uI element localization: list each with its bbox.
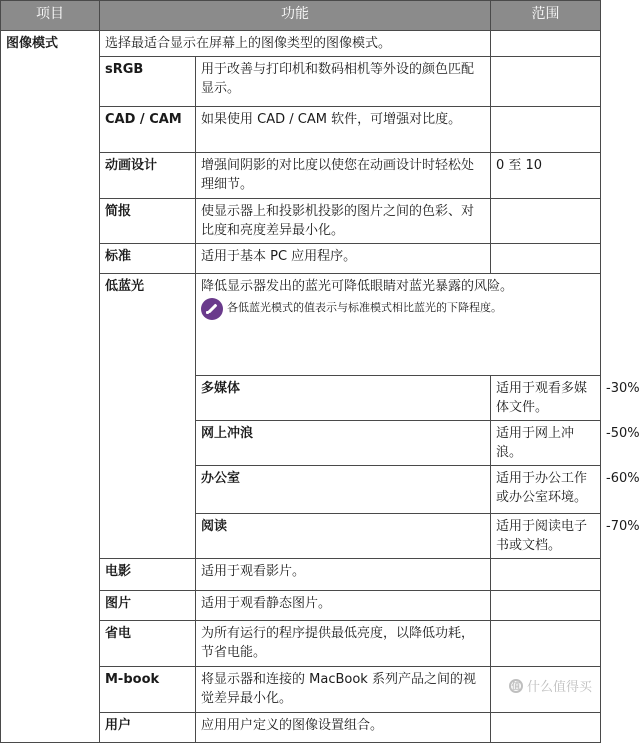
- sub-mode-desc: 适用于观看多媒体文件。: [491, 376, 601, 421]
- mode-desc: 如果使用 CAD / CAM 软件，可增强对比度。: [196, 107, 491, 153]
- table-row: 多媒体 适用于观看多媒体文件。 -30%: [1, 376, 601, 421]
- watermark-text: 什么值得买: [526, 680, 592, 695]
- mode-desc: 将显示器和连接的 MacBook 系列产品之间的视觉差异最小化。: [196, 667, 491, 713]
- sub-mode-name: 网上冲浪: [196, 421, 491, 466]
- sub-mode-name: 阅读: [196, 514, 491, 559]
- table-row: 网上冲浪 适用于网上冲浪。 -50%: [1, 421, 601, 466]
- mode-range: [491, 244, 601, 274]
- mode-name: 标准: [100, 244, 196, 274]
- mode-range: [491, 199, 601, 244]
- sub-mode-desc: 适用于办公工作或办公室环境。: [491, 466, 601, 514]
- mode-name: 动画设计: [100, 153, 196, 199]
- mode-desc: 应用用户定义的图像设置组合。: [196, 713, 491, 743]
- mode-desc: 适用于基本 PC 应用程序。: [196, 244, 491, 274]
- sub-mode-name: 办公室: [196, 466, 491, 514]
- low-blue-name: 低蓝光: [100, 274, 196, 559]
- header-item: 项目: [1, 1, 100, 31]
- mode-range: [491, 621, 601, 667]
- sub-mode-name: 多媒体: [196, 376, 491, 421]
- mode-name: 用户: [100, 713, 196, 743]
- table-row: 阅读 适用于阅读电子书或文档。 -70%: [1, 514, 601, 559]
- watermark: [509, 676, 592, 695]
- table-row: 办公室 适用于办公工作或办公室环境。 -60%: [1, 466, 601, 514]
- mode-name: M-book: [100, 667, 196, 713]
- mode-range: [491, 107, 601, 153]
- mode-desc: 使显示器上和投影机投影的图片之间的色彩、对比度和亮度差异最小化。: [196, 199, 491, 244]
- mode-range: [491, 57, 601, 107]
- low-blue-desc: 降低显示器发出的蓝光可降低眼睛对蓝光暴露的风险。: [201, 279, 514, 294]
- mode-name: 电影: [100, 559, 196, 591]
- picture-mode-description: 选择最适合显示在屏幕上的图像类型的图像模式。: [100, 31, 491, 57]
- header-range: 范围: [491, 1, 601, 31]
- header-function: 功能: [100, 1, 491, 31]
- pencil-icon: [201, 298, 223, 320]
- mode-name: 图片: [100, 591, 196, 621]
- picture-mode-row: [1, 31, 601, 57]
- mode-name: CAD / CAM: [100, 107, 196, 153]
- mode-range: [491, 591, 601, 621]
- range-cell: [491, 31, 601, 57]
- mode-range: [491, 559, 601, 591]
- low-blue-note-text: 各低蓝光模式的值表示与标准模式相比蓝光的下降程度。: [227, 301, 502, 314]
- mode-desc: 用于改善与打印机和数码相机等外设的颜色匹配显示。: [196, 57, 491, 107]
- sub-mode-desc: 适用于网上冲浪。: [491, 421, 601, 466]
- mode-desc: 适用于观看静态图片。: [196, 591, 491, 621]
- mode-desc: 适用于观看影片。: [196, 559, 491, 591]
- picture-mode-label: 图像模式: [1, 31, 100, 743]
- smzdm-logo-icon: 值: [509, 679, 523, 693]
- mode-range: [491, 713, 601, 743]
- low-blue-note: [201, 300, 595, 320]
- mode-name: sRGB: [100, 57, 196, 107]
- mode-name: 简报: [100, 199, 196, 244]
- mode-desc: 为所有运行的程序提供最低亮度，以降低功耗，节省电能。: [196, 621, 491, 667]
- low-blue-desc-cell: [196, 274, 601, 376]
- mode-range: 0 至 10: [491, 153, 601, 199]
- mode-desc: 增强间阴影的对比度以使您在动画设计时轻松处理细节。: [196, 153, 491, 199]
- sub-mode-desc: 适用于阅读电子书或文档。: [491, 514, 601, 559]
- table-header-row: [1, 1, 601, 31]
- mode-name: 省电: [100, 621, 196, 667]
